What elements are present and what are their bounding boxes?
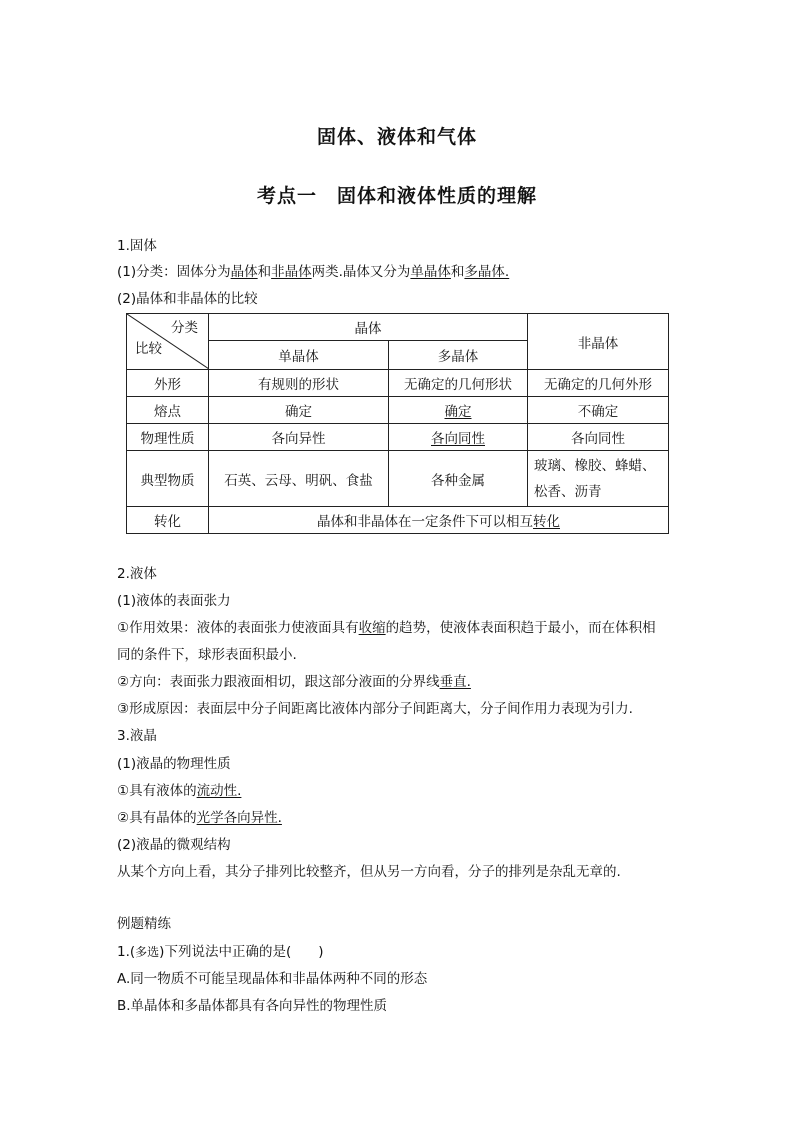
cell-amorphous: 无确定的几何外形 [528,370,669,397]
header-single-crystal: 单晶体 [209,341,389,370]
effect-line-1: ①作用效果：液体的表面张力使液面具有收缩的趋势，使液体表面积趋于最小，而在体积相 [117,620,656,636]
table-row [127,370,669,397]
cell-single: 各向异性 [209,424,389,451]
corner-top-label: 分类 [171,320,198,336]
section-title: 考点一 固体和液体性质的理解 [256,185,537,207]
header-crystal: 晶体 [209,314,528,341]
cell-single: 确定 [209,397,389,424]
table-row [127,397,669,424]
cell-single: 石英、云母、明矾、食盐 [209,451,389,507]
classification-line: (1)分类：固体分为晶体和非晶体两类.晶体又分为单晶体和多晶体. [117,264,510,280]
table-row [127,451,669,507]
table-row [127,424,669,451]
cause-line: ③形成原因：表面层中分子间距离比液体内部分子间距离大，分子间作用力表现为引力. [117,701,633,717]
table-row [127,507,669,534]
cell-amorphous: 各向同性 [528,424,669,451]
cell-amorphous: 玻璃、橡胶、蜂蜡、 松香、沥青 [528,451,669,507]
cell-poly: 各向同性 [389,424,528,451]
lc-structure-text: 从某个方向上看，其分子排列比较整齐，但从另一方向看，分子的排列是杂乱无章的. [117,864,621,880]
comparison-table [126,313,669,534]
comparison-heading: (2)晶体和非晶体的比较 [117,291,258,307]
cell-conversion: 晶体和非晶体在一定条件下可以相互转化 [209,507,669,534]
heading-liquid-crystal: 3.液晶 [117,728,157,744]
page-title: 固体、液体和气体 [316,126,477,148]
header-poly-crystal: 多晶体 [389,341,528,370]
row-label: 典型物质 [127,451,209,507]
cell-poly: 各种金属 [389,451,528,507]
lc-fluidity-line: ①具有液体的流动性. [117,783,242,799]
example-heading: 例题精练 [117,916,171,932]
cell-poly: 无确定的几何形状 [389,370,528,397]
row-label: 物理性质 [127,424,209,451]
row-label: 外形 [127,370,209,397]
cell-single: 有规则的形状 [209,370,389,397]
cell-poly: 确定 [389,397,528,424]
surface-tension-heading: (1)液体的表面张力 [117,593,231,609]
row-label: 转化 [127,507,209,534]
option-b: B.单晶体和多晶体都具有各向异性的物理性质 [117,998,388,1014]
heading-solid: 1.固体 [117,238,157,254]
heading-liquid: 2.液体 [117,566,157,582]
cell-amorphous: 不确定 [528,397,669,424]
lc-properties-heading: (1)液晶的物理性质 [117,756,231,772]
table-corner-cell [127,314,209,370]
row-label: 熔点 [127,397,209,424]
header-amorphous: 非晶体 [528,314,669,370]
option-a: A.同一物质不可能呈现晶体和非晶体两种不同的形态 [117,971,428,987]
lc-structure-heading: (2)液晶的微观结构 [117,837,231,853]
lc-optical-line: ②具有晶体的光学各向异性. [117,810,282,826]
question-1: 1.(多选)下列说法中正确的是( ) [117,944,324,960]
corner-bottom-label: 比较 [135,341,162,357]
direction-line: ②方向：表面张力跟液面相切，跟这部分液面的分界线垂直. [117,674,471,690]
effect-line-2: 同的条件下，球形表面积最小. [117,647,297,663]
